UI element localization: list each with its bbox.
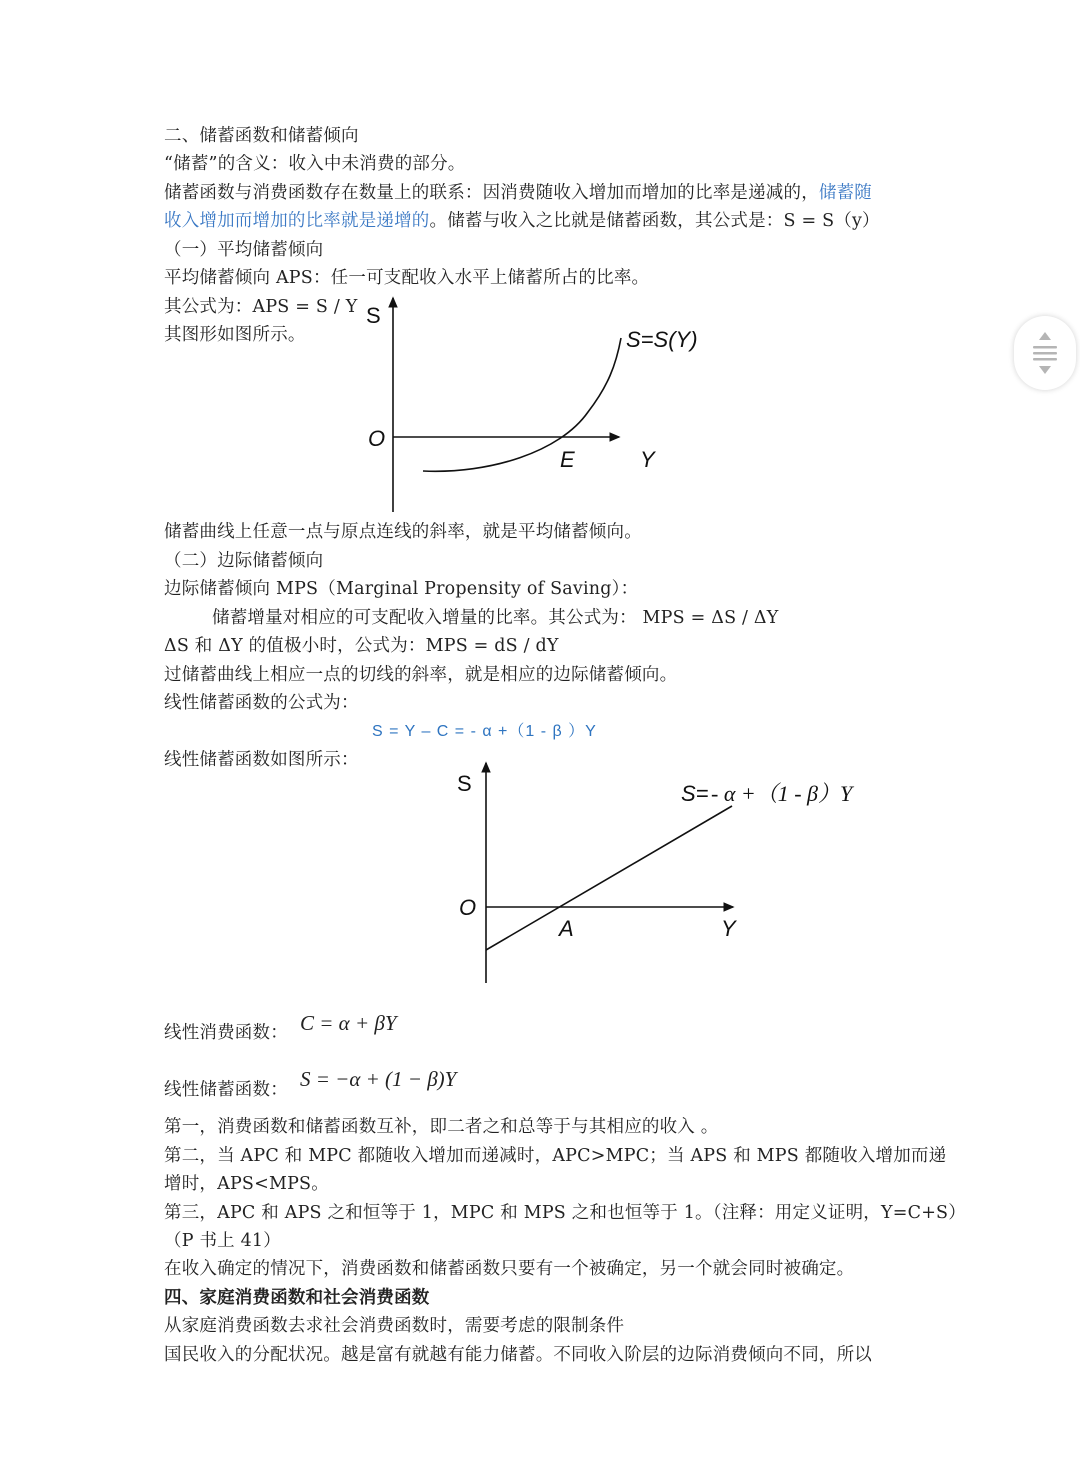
linear-saving-figure bbox=[457, 763, 855, 983]
mps-formula: 储蓄增量对相应的可支配收入增量的比率。其公式为： MPS = ΔS / ΔY bbox=[212, 608, 779, 628]
figure1-origin-label: O bbox=[368, 426, 386, 451]
linear-saving-equation: S = −α + (1 − β)Y bbox=[300, 1067, 457, 1091]
section-heading-household: 四、家庭消费函数和社会消费函数 bbox=[164, 1288, 430, 1308]
linear-line-label-s: S= bbox=[681, 781, 709, 806]
scroll-handle-widget[interactable] bbox=[1014, 316, 1076, 390]
linear-saving-formula-title: 线性储蓄函数的公式为： bbox=[164, 693, 359, 713]
saving-definition: “储蓄”的含义：收入中未消费的部分。 bbox=[164, 154, 466, 174]
scroll-handle-icon bbox=[1014, 316, 1076, 390]
mps-tangent-note: 过储蓄曲线上相应一点的切线的斜率，就是相应的边际储蓄倾向。 bbox=[164, 665, 678, 685]
linear-line-label-rest: - α +（1 - β）Y bbox=[711, 781, 853, 806]
point-three: 第三，APC 和 APS 之和恒等于 1，MPC 和 MPS 之和也恒等于 1。（注释：用定义证明，Y=C+S） bbox=[164, 1203, 966, 1223]
figure1-y-label: S bbox=[366, 303, 381, 328]
point-one: 第一，消费函数和储蓄函数互补，即二者之和总等于与其相应的收入 。 bbox=[164, 1117, 719, 1137]
reference-note: （P 书上 41） bbox=[164, 1231, 281, 1251]
linear-saving-label: 线性储蓄函数： bbox=[164, 1080, 288, 1100]
figure2-x-label: Y bbox=[721, 916, 736, 941]
mps-derivative: ΔS 和 ΔY 的值极小时，公式为：MPS = dS / dY bbox=[164, 636, 559, 656]
subsection-heading-aps: （一）平均储蓄倾向 bbox=[164, 240, 324, 260]
figure-caption: 其图形如图所示。 bbox=[164, 325, 306, 345]
section-heading-saving: 二、储蓄函数和储蓄倾向 bbox=[164, 126, 359, 146]
text-span: 。储蓄与收入之比就是储蓄函数，其公式是：S = S（y） bbox=[429, 211, 880, 231]
figure2-point-label: A bbox=[559, 916, 574, 941]
subsection-heading-mps: （二）边际储蓄倾向 bbox=[164, 551, 324, 571]
linear-saving-line bbox=[486, 806, 732, 950]
point-two-continued: 增时，APS<MPS。 bbox=[164, 1174, 329, 1194]
aps-definition: 平均储蓄倾向 APS：任一可支配收入水平上储蓄所占的比率。 bbox=[164, 268, 650, 288]
highlighted-text: 收入增加而增加的比率就是递增的 bbox=[164, 211, 430, 231]
figure2-y-label: S bbox=[457, 771, 472, 796]
mps-definition-title: 边际储蓄倾向 MPS（Marginal Propensity of Saving）： bbox=[164, 579, 639, 599]
text-span: 储蓄函数与消费函数存在数量上的联系：因消费随收入增加而增加的比率是递减的， bbox=[164, 183, 819, 203]
aps-formula: 其公式为：APS = S / Y bbox=[164, 297, 358, 317]
figure1-x-label: Y bbox=[640, 447, 655, 472]
linear-saving-formula: S = Y – C = - α +（1 - β ）Y bbox=[372, 723, 597, 740]
saving-curve-label: S=S(Y) bbox=[626, 327, 698, 352]
aps-slope-note: 储蓄曲线上任意一点与原点连线的斜率，就是平均储蓄倾向。 bbox=[164, 522, 642, 542]
income-distribution-note: 国民收入的分配状况。越是富有就越有能力储蓄。不同收入阶层的边际消费倾向不同，所以 bbox=[164, 1345, 872, 1365]
linear-consumption-label: 线性消费函数： bbox=[164, 1023, 288, 1043]
saving-curve bbox=[423, 338, 621, 471]
figure2-origin-label: O bbox=[459, 895, 477, 920]
saving-curve-figure bbox=[366, 298, 698, 512]
linear-saving-figure-caption: 线性储蓄函数如图所示： bbox=[164, 750, 359, 770]
linear-consumption-equation: C = α + βY bbox=[300, 1011, 397, 1035]
conclusion-line: 在收入确定的情况下，消费函数和储蓄函数只要有一个被确定，另一个就会同时被确定。 bbox=[164, 1259, 855, 1279]
point-two: 第二，当 APC 和 MPC 都随收入增加而递减时，APC>MPC；当 APS 和 MPS 都随收入增加而递 bbox=[164, 1146, 947, 1166]
figure1-point-label: E bbox=[560, 447, 575, 472]
highlighted-text: 储蓄随 bbox=[818, 183, 873, 203]
household-constraint: 从家庭消费函数去求社会消费函数时，需要考虑的限制条件 bbox=[164, 1316, 625, 1336]
